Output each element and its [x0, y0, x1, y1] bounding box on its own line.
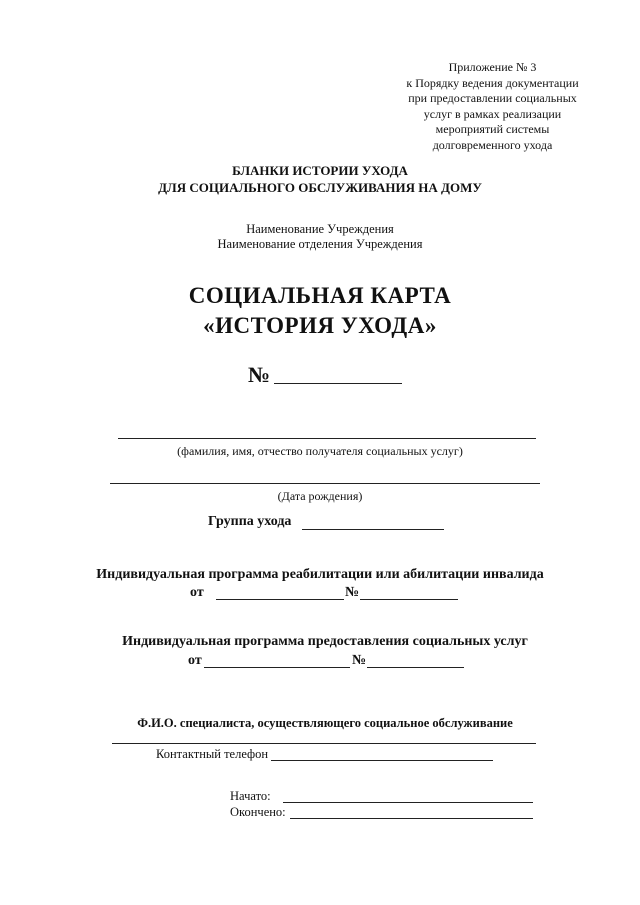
institution-department: Наименование отделения Учреждения [217, 237, 423, 251]
appendix-note [380, 60, 605, 153]
card-number-field[interactable] [274, 383, 402, 384]
ipra-date-field[interactable] [216, 599, 344, 600]
ipra-from-label: от [190, 585, 204, 600]
phone-field[interactable] [271, 760, 493, 761]
finished-field[interactable] [290, 818, 533, 819]
document-title-line-2: «ИСТОРИЯ УХОДА» [203, 313, 437, 338]
appendix-line-1: Приложение № 3 [448, 60, 537, 74]
ipsu-date-field[interactable] [204, 667, 350, 668]
birth-date-field[interactable] [110, 483, 540, 484]
birth-date-caption: (Дата рождения) [277, 489, 363, 503]
form-header-line-1: БЛАНКИ ИСТОРИИ УХОДА [232, 163, 408, 178]
appendix-line-5: мероприятий системы [435, 122, 550, 136]
ipsu-number-label: № [352, 653, 367, 668]
ipsu-from-label: от [188, 653, 202, 668]
phone-label: Контактный телефон [156, 747, 269, 761]
card-number-label: № [248, 362, 271, 387]
fio-caption: (фамилия, имя, отчество получателя социальных услуг) [177, 444, 463, 458]
appendix-line-3: при предоставлении социальных [408, 91, 577, 105]
care-group-field[interactable] [302, 529, 444, 530]
fio-field[interactable] [118, 438, 536, 439]
ipra-number-label: № [345, 585, 360, 600]
document-title-line-1: СОЦИАЛЬНАЯ КАРТА [188, 283, 452, 308]
appendix-line-2: к Порядку ведения документации [406, 75, 579, 90]
form-header-line-2: ДЛЯ СОЦИАЛЬНОГО ОБСЛУЖИВАНИЯ НА ДОМУ [158, 180, 482, 195]
finished-label: Окончено: [230, 805, 286, 819]
started-field[interactable] [283, 802, 533, 803]
appendix-line-4: услуг в рамках реализации [423, 106, 562, 121]
ipra-title: Индивидуальная программа реабилитации или абилитации инвалида [96, 567, 544, 582]
ipsu-title: Индивидуальная программа предоставления социальных услуг [122, 634, 528, 649]
specialist-name-field[interactable] [112, 743, 536, 744]
specialist-title: Ф.И.О. специалиста, осуществляющего социальное обслуживание [137, 716, 513, 730]
institution-name: Наименование Учреждения [246, 222, 394, 236]
appendix-line-6: долговременного ухода [432, 137, 553, 152]
ipra-number-field[interactable] [360, 599, 458, 600]
started-label: Начато: [230, 789, 271, 803]
care-group-label: Группа ухода [208, 514, 292, 529]
ipsu-number-field[interactable] [367, 667, 464, 668]
